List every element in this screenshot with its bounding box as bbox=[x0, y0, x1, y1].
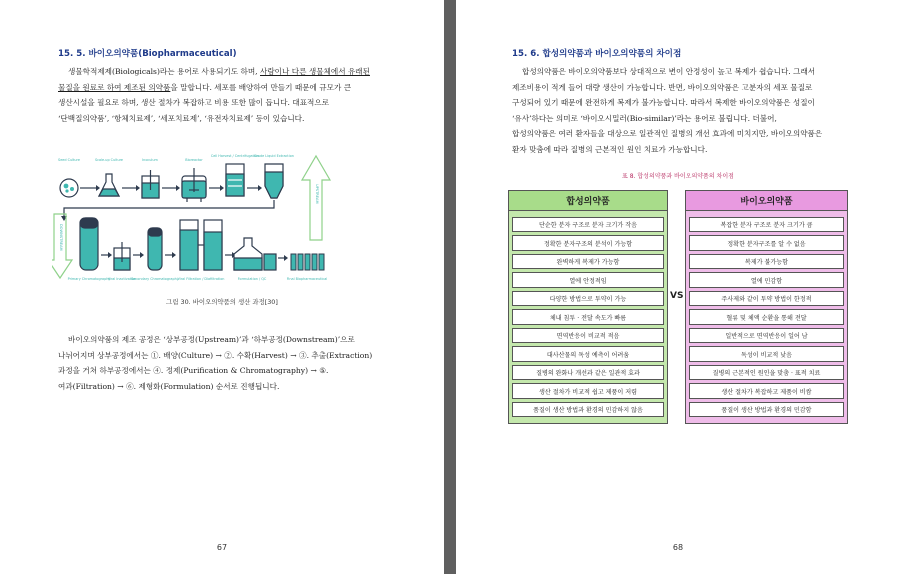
flask-icon bbox=[99, 174, 119, 196]
synthetic-drug-column bbox=[508, 190, 668, 424]
step-label: Formulation / QC bbox=[237, 277, 267, 281]
table-title: 표 8. 합성의약품과 바이오의약품의 차이점 bbox=[622, 173, 734, 180]
para-line: 생산시설을 필요로 하며, 생산 절차가 복잡하고 비용 또한 많이 듭니다. 대표적으로 bbox=[58, 98, 330, 107]
step-label: Crude Liquid Extraction bbox=[254, 154, 294, 158]
table-cell: 생산 절차가 복잡하고 제품이 비쌈 bbox=[689, 383, 844, 399]
table-cell: 열에 민감함 bbox=[689, 272, 844, 288]
table-cell: 질병의 근본적인 원인을 맞춤 · 표적 치료 bbox=[689, 365, 844, 381]
para-line: 바이오의약품의 제조 공정은 ‘상부공정(Upstream)’과 ‘하부공정(Downstream)’으로 bbox=[68, 335, 355, 344]
formulation-flask-icon bbox=[234, 238, 276, 270]
para-line: 합성의약품은 바이오의약품보다 상대적으로 변이 안정성이 높고 복제가 쉽습니다. 그래서 bbox=[522, 67, 816, 76]
table-cell: 체내 침투 · 전달 속도가 빠름 bbox=[512, 309, 664, 325]
table-cell: 품질이 생산 방법과 환경의 민감함 bbox=[689, 402, 844, 418]
column-body bbox=[685, 211, 848, 424]
step-label: Final Biopharmaceutical bbox=[286, 277, 328, 281]
left-page bbox=[0, 0, 444, 574]
table-cell: 정확한 분자구조의 분석이 가능함 bbox=[512, 235, 664, 251]
para-line: 과정을 거쳐 하부공정에서는 ④. 정제(Purification & Chromatography) → ⑤. bbox=[58, 366, 329, 375]
table-cell: 일반적으로 면역반응이 일어 남 bbox=[689, 328, 844, 344]
table-cell: 정확한 분자구조를 알 수 없음 bbox=[689, 235, 844, 251]
para-line: 여과(Filtration) → ⑥. 제형화(Formulation) 순서로 진행됩니다. bbox=[58, 381, 280, 391]
table-cell: 면역반응이 비교적 적음 bbox=[512, 328, 664, 344]
para-line: ‘단백질의약품’, ‘항체치료제’, ‘세포치료제’, ‘유전자치료제’ 등이 있습니다. bbox=[58, 113, 305, 123]
page-number: 67 bbox=[216, 543, 228, 552]
table-cell: 주사제와 같이 투약 방법이 한정적 bbox=[689, 291, 844, 307]
process-paragraph bbox=[58, 332, 394, 394]
inoculum-vessel-icon bbox=[142, 170, 159, 198]
comparison-paragraph bbox=[512, 64, 850, 157]
para-line: 합성의약품은 여러 환자들을 대상으로 일관적인 질병의 개선 효과에 미치지만, 바이오의약품은 bbox=[512, 129, 823, 138]
para-line: 나뉘어지며 상부공정에서는 ①. 배양(Culture) → ②. 수확(Harvest) → ③. 추출(Extraction) bbox=[58, 350, 373, 360]
downstream-label: DOWNSTREAM bbox=[59, 224, 63, 251]
vials-icon bbox=[291, 254, 324, 270]
step-label: Seed Culture bbox=[58, 158, 80, 162]
bioreactor-icon bbox=[182, 168, 206, 202]
figure-caption: 그림 30. 바이오의약품의 생산 과정[30] bbox=[166, 298, 278, 306]
step-label: Cell Harvest / Centrifugation bbox=[210, 154, 260, 158]
column-body bbox=[508, 211, 668, 424]
table-cell: 완벽하게 복제가 가능함 bbox=[512, 254, 664, 270]
vs-label: VS bbox=[670, 291, 684, 301]
table-cell: 생산 절차가 비교적 쉽고 제품이 저렴 bbox=[512, 383, 664, 399]
upstream-label: UPSTREAM bbox=[315, 184, 319, 204]
intro-paragraph bbox=[58, 64, 394, 126]
primary-column-icon bbox=[80, 218, 98, 270]
table-cell: 대사산물의 독성 예측이 어려움 bbox=[512, 346, 664, 362]
step-label: Viral Filtration / Diafiltration bbox=[177, 277, 225, 281]
para-text-underlined: 사람이나 다른 생물체에서 유래된 bbox=[260, 67, 370, 76]
bio-drug-column bbox=[685, 190, 848, 424]
para-text-underlined: 물질을 원료로 하여 제조된 의약품 bbox=[58, 82, 171, 92]
step-label: Viral Inactivation bbox=[107, 277, 137, 281]
column-header: 합성의약품 bbox=[508, 190, 668, 211]
centrifuge-icon bbox=[226, 164, 244, 196]
filtration-units-icon bbox=[180, 220, 222, 270]
viral-inactivation-icon bbox=[114, 242, 130, 270]
step-label: Inoculum bbox=[142, 158, 158, 162]
para-line: ‘유사’하다는 의미로 ‘바이오시밀러(Bio-similar)’라는 용어로 불립니다. 더불어, bbox=[512, 113, 777, 123]
table-cell: 단순한 분자 구조로 분자 크기가 작음 bbox=[512, 217, 664, 233]
production-process-figure bbox=[52, 150, 360, 292]
table-cell: 복제가 불가능함 bbox=[689, 254, 844, 270]
secondary-column-icon bbox=[148, 228, 162, 270]
para-line: 제조비용이 적게 들어 대량 생산이 가능합니다. 반면, 바이오의약품은 고분자의 세포 물질로 bbox=[512, 82, 813, 92]
extraction-funnel-icon bbox=[265, 164, 283, 198]
table-cell: 다양한 방법으로 투약이 가능 bbox=[512, 291, 664, 307]
section-heading: 15. 5. 바이오의약품(Biopharmaceutical) bbox=[58, 49, 237, 59]
table-cell: 질병의 완화나 개선과 같은 일관적 효과 bbox=[512, 365, 664, 381]
right-page bbox=[456, 0, 900, 574]
table-cell: 혈류 및 체액 순환을 통해 전달 bbox=[689, 309, 844, 325]
page-number: 68 bbox=[672, 543, 684, 552]
para-text: 을 말합니다. 세포를 배양하여 만들기 때문에 규모가 큰 bbox=[170, 82, 352, 92]
step-label: Primary Chromatography bbox=[67, 277, 111, 281]
table-cell: 품질이 생산 방법과 환경의 민감하지 않음 bbox=[512, 402, 664, 418]
step-label: Secondary Chromatography bbox=[131, 277, 179, 281]
table-cell: 독성이 비교적 낮음 bbox=[689, 346, 844, 362]
column-header: 바이오의약품 bbox=[685, 190, 848, 211]
step-label: Scale-up Culture bbox=[94, 158, 124, 162]
para-line: 구성되어 있기 때문에 완전하게 복제가 불가능합니다. 따라서 복제한 바이오의약품은 성질이 bbox=[512, 98, 815, 107]
seed-culture-icon bbox=[60, 179, 78, 197]
section-heading: 15. 6. 합성의약품과 바이오의약품의 차이점 bbox=[512, 49, 682, 59]
para-line: 환자 맞춤에 따라 질병의 근본적인 원인 치료가 가능합니다. bbox=[512, 144, 708, 154]
step-label: Bioreactor bbox=[185, 158, 203, 162]
table-cell: 열에 안정적임 bbox=[512, 272, 664, 288]
para-text: 생물학적제제(Biologicals)라는 용어로 사용되기도 하며, bbox=[68, 67, 261, 76]
table-cell: 복잡한 분자 구조로 분자 크기가 큼 bbox=[689, 217, 844, 233]
